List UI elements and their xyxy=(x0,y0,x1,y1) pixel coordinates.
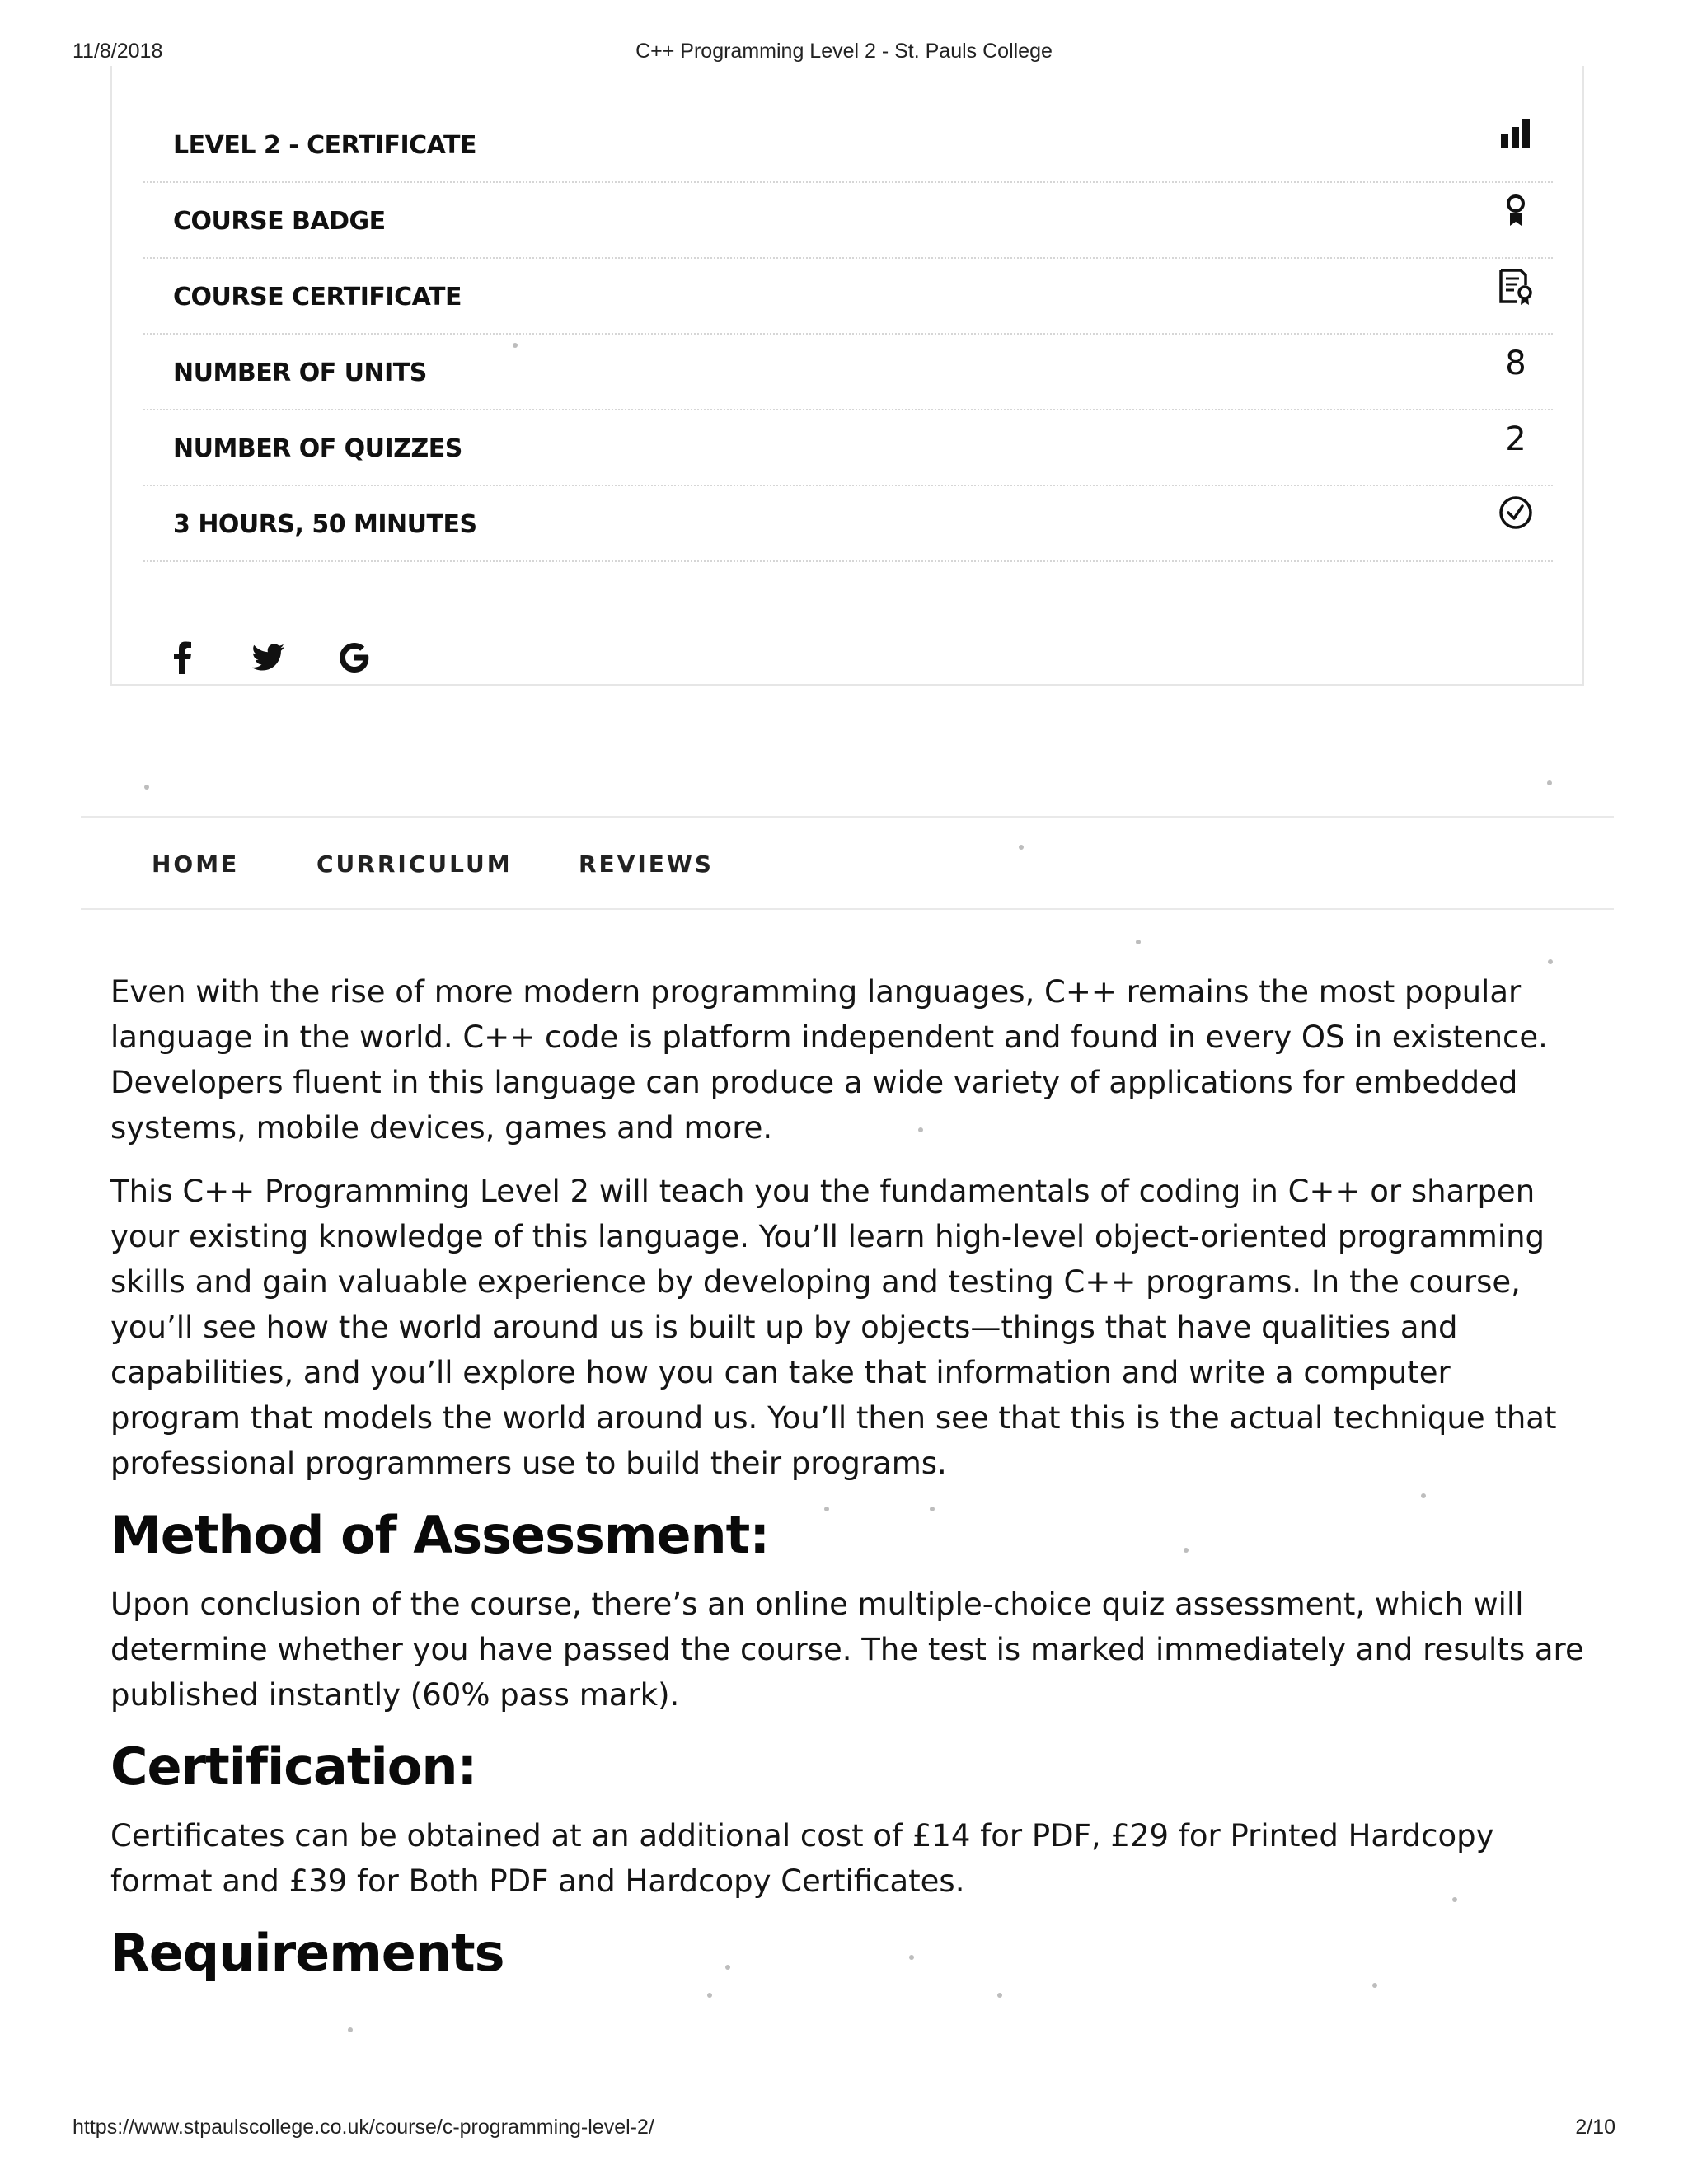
clock-check-icon xyxy=(1495,494,1536,536)
print-page-number: 2/10 xyxy=(1575,2116,1615,2139)
info-row-level xyxy=(143,107,1553,183)
scan-speck xyxy=(725,1965,730,1970)
units-count: 8 xyxy=(1505,344,1526,382)
scan-speck xyxy=(1184,1548,1189,1553)
scan-speck xyxy=(918,1127,923,1132)
scan-speck xyxy=(513,343,518,348)
requirements-heading: Requirements xyxy=(110,1923,504,1983)
print-url: https://www.stpaulscollege.co.uk/course/c-programming-level-2/ xyxy=(73,2116,654,2139)
certification-heading: Certification: xyxy=(110,1736,477,1797)
scan-speck xyxy=(348,2027,353,2032)
info-label-certificate: COURSE CERTIFICATE xyxy=(173,283,462,312)
scan-speck xyxy=(1136,940,1141,944)
scan-speck xyxy=(930,1507,935,1511)
scan-speck xyxy=(707,1993,712,1998)
info-label-quizzes: NUMBER OF QUIZZES xyxy=(173,434,462,463)
scan-speck xyxy=(909,1955,914,1960)
print-date: 11/8/2018 xyxy=(73,40,163,63)
tab-curriculum[interactable]: CURRICULUM xyxy=(316,851,513,878)
info-row-duration xyxy=(143,486,1553,562)
info-label-units: NUMBER OF UNITS xyxy=(173,359,427,387)
facebook-icon[interactable] xyxy=(158,633,208,682)
info-row-quizzes xyxy=(143,410,1553,486)
course-info-card xyxy=(110,66,1584,686)
print-page-title: C++ Programming Level 2 - St. Pauls College xyxy=(635,40,1053,63)
course-description xyxy=(110,969,1586,1999)
tab-home[interactable]: HOME xyxy=(152,851,240,878)
google-icon[interactable] xyxy=(330,633,379,682)
course-tabs xyxy=(81,816,1614,910)
scan-speck xyxy=(1547,780,1552,785)
scan-speck xyxy=(144,785,149,790)
scan-speck xyxy=(824,1507,829,1511)
info-row-units xyxy=(143,335,1553,410)
scan-speck xyxy=(1548,959,1553,964)
badge-icon xyxy=(1495,191,1536,232)
scan-speck xyxy=(1019,845,1024,850)
assessment-heading: Method of Assessment: xyxy=(110,1505,770,1565)
intro-paragraph-2: This C++ Programming Level 2 will teach you the fundamentals of coding in C++ or sharpen your existing knowledge of this language. You’ll learn high-level object-oriented programming skills and gain valuable experience by developing and testing C++ programs. In the course, you’ll see how the world around us is built up by objects—things that have qualities and capabilities, and you’ll explore how you can take that information and write a computer program that models the world around us. You’ll then see that this is the actual technique that professional programmers use to build their programs. xyxy=(110,1174,1557,1481)
tab-reviews[interactable]: REVIEWS xyxy=(579,851,714,878)
certification-text: Certificates can be obtained at an additional cost of £14 for PDF, £29 for Printed Hardcopy format and £39 for Both PDF and Hardcopy Certificates. xyxy=(110,1818,1494,1899)
scan-speck xyxy=(1372,1983,1377,1988)
scan-speck xyxy=(997,1993,1002,1998)
bar-chart-icon xyxy=(1495,115,1536,157)
quizzes-count: 2 xyxy=(1505,420,1526,458)
info-label-badge: COURSE BADGE xyxy=(173,207,386,236)
info-row-certificate xyxy=(143,259,1553,335)
info-label-level: LEVEL 2 - CERTIFICATE xyxy=(173,131,477,160)
print-header xyxy=(73,40,1615,68)
info-row-badge xyxy=(143,183,1553,259)
scan-speck xyxy=(1452,1897,1457,1902)
print-footer xyxy=(73,2116,1615,2144)
scan-speck xyxy=(1421,1493,1426,1498)
assessment-text: Upon conclusion of the course, there’s an online multiple-choice quiz assessment, which will determine whether you have passed the course. The test is marked immediately and results are published instantly (60% pass mark). xyxy=(110,1586,1584,1713)
info-label-duration: 3 HOURS, 50 MINUTES xyxy=(173,510,477,539)
certificate-icon xyxy=(1495,267,1536,308)
twitter-icon[interactable] xyxy=(244,633,293,682)
intro-paragraph-1: Even with the rise of more modern programming languages, C++ remains the most popular language in the world. C++ code is platform independent and found in every OS in existence. Developers fluent in this language can produce a wide variety of applications for embedded systems, mobile devices, games and more. xyxy=(110,974,1548,1146)
